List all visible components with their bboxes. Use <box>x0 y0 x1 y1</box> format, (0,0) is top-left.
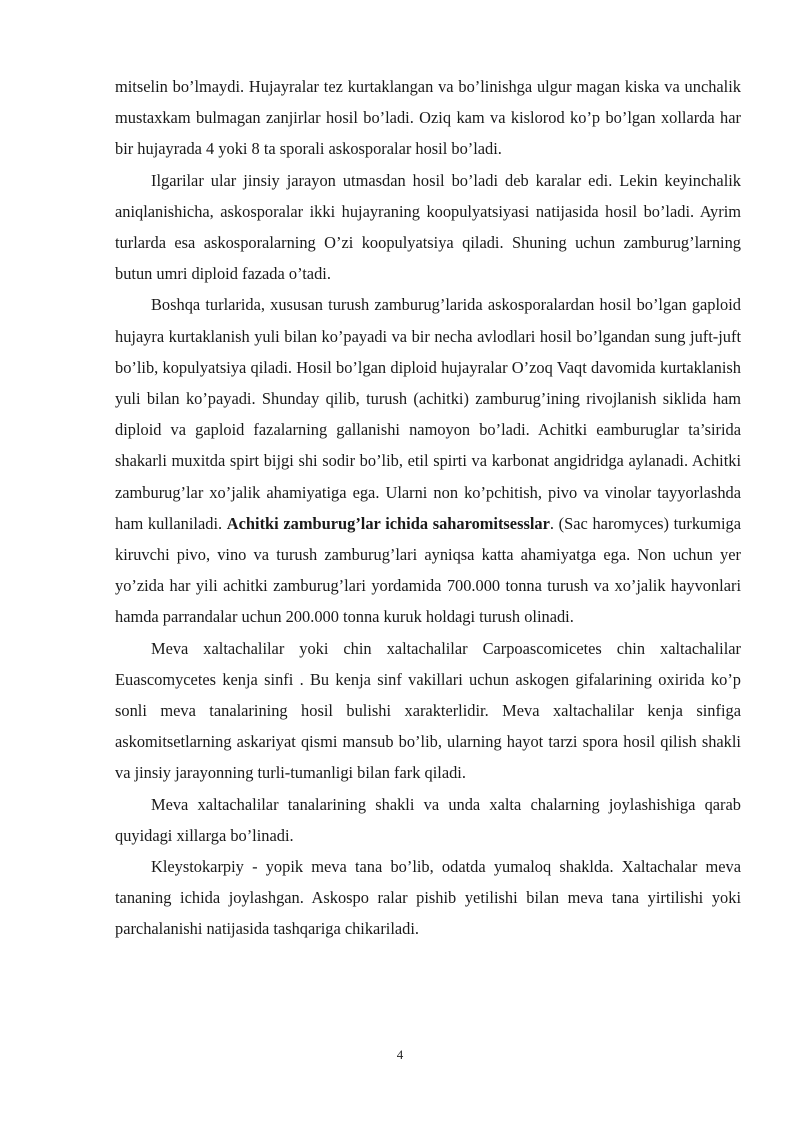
paragraph-3 <box>115 289 741 632</box>
paragraph-3-bold-term: Achitki zamburug’lar ichida saharomitsesslar <box>226 513 550 533</box>
paragraph-4: Meva xaltachalilar yoki chin xaltachalilar Carpoascomicetes chin xaltachalilar Euascomycetes kenja sinfi . Bu kenja sinf vakillari uchun askogen gifalarining oxirida ko’p sonli meva tanalarining hosil bulishi xarakterlidir. Meva xaltachalilar kenja sinfiga askomitsetlarning askariyat qismi mansub bo’lib, ularning hayot tarzi spora hosil qilish shakli va jinsiy jarayonning turli-tumanligi bilan fark qiladi. <box>115 638 741 783</box>
paragraph-6: Kleystokarpiy - yopik meva tana bo’lib, odatda yumaloq shaklda. Xaltachalar meva tananing ichida joylashgan. Askospo ralar pishib yetilishi bilan meva tana yirtilishi yoki parchalanishi natijasida tashqariga chikariladi. <box>115 857 741 939</box>
paragraph-1: mitselin bo’lmaydi. Hujayralar tez kurtaklangan va bo’linishga ulgur magan kiska va unchalik mustaxkam bulmagan zanjirlar hosil bo’ladi. Oziq kam va kislorod ko’p bo’lgan xollarda har bir hujayrada 4 yoki 8 ta sporali askosporalar hosil bo’ladi. <box>115 77 741 159</box>
paragraph-3-text-b: . (Sac haromyces) turkumiga kiruvchi pivo, vino va turush zamburug’lari ayniqsa katta ahamiyatga ega. Non uchun yer yo’zida har yili achitki zamburug’lari yordamida 700.000 tonna turush va xo’jalik hayvonlari hamda parrandalar uchun 200.000 tonna kuruk holdagi turush olinadi. <box>115 513 741 627</box>
body-text <box>115 71 741 945</box>
paragraph-3-text-a: Boshqa turlarida, xususan turush zamburug’larida askosporalardan hosil bo’lgan gaploid hujayra kurtaklanish yuli bilan ko’payadi va bir necha avlodlari hosil bo’lgandan sung juft-juft bo’lib, kopulyatsiya qiladi. Hosil bo’lgan diploid hujayralar O’zoq Vaqt davomida kurtaklanish yuli bilan ko’payadi. Shunday qilib, turush (achitki) zamburug’ining rivojlanish siklida ham diploid va gaploid fazalarning gallanishi namoyon bo’ladi. Achitki eamburuglar ta’sirida shakarli muxitda spirt bijgi shi sodir bo’lib, etil spirti va karbonat angidridga aylanadi. Achitki zamburug’lar xo’jalik ahamiyatiga ega. Ularni non ko’pchitish, pivo va vinolar tayyorlashda ham kullaniladi. <box>115 295 741 533</box>
paragraph-5: Meva xaltachalilar tanalarining shakli va unda xalta chalarning joylashishiga qarab quyidagi xillarga bo’linadi. <box>115 794 741 845</box>
paragraph-2: Ilgarilar ular jinsiy jarayon utmasdan hosil bo’ladi deb karalar edi. Lekin keyinchalik aniqlanishicha, askosporalar ikki hujayraning koopulyatsiyasi natijasida hosil bo’ladi. Ayrim turlarda esa askosporalarning O’zi koopulyatsiya qiladi. Shuning uchun zamburug’larning butun umri diploid fazada o’tadi. <box>115 170 741 284</box>
page-number: 4 <box>396 1047 404 1062</box>
